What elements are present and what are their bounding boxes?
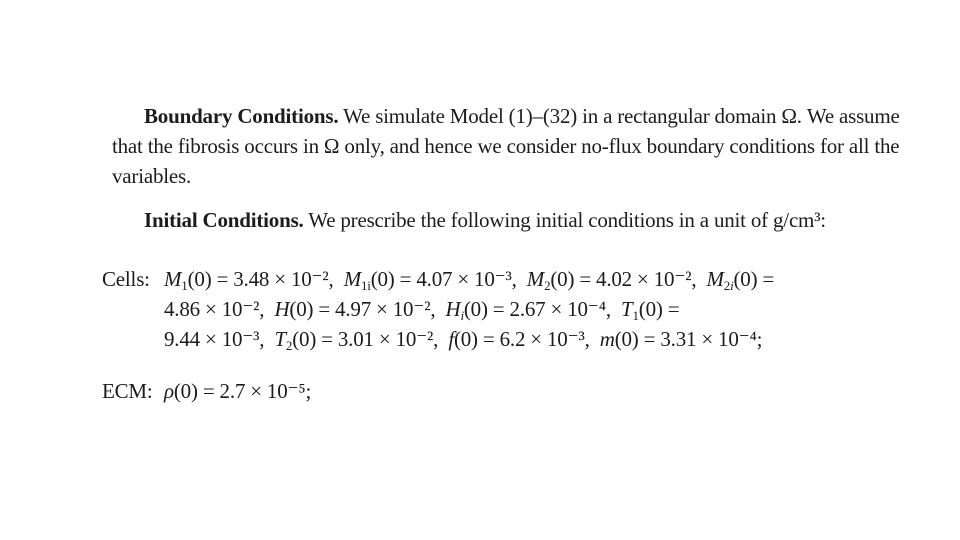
ecm-label: ECM: (102, 379, 153, 403)
cells-line-1: Cells: $M_1(0) = 3.48 \times 10^{-2}$, $M_{1i}(0) = 4.07 \times 10^{-3}$, $M_2(0) = 4.02 \times 10^{-2}$, $M_{2i}(0)$ = (102, 264, 922, 294)
initial-conditions-paragraph (112, 205, 912, 235)
cells-initial-values (102, 264, 922, 354)
boundary-conditions-paragraph (112, 101, 912, 191)
m2i-value: 4.86 × 10⁻² (164, 297, 260, 321)
initial-conditions-text: We prescribe the following initial conditions in a unit of g/cm³: (308, 208, 826, 232)
ecm-initial-values: ECM: ρ(0) = 2.7 × 10⁻⁵; (102, 376, 922, 406)
cells-line-2: 4.86 × 10⁻², H(0) = 4.97 × 10⁻², $H_i(0) = 2.67 \times 10^{-4}$, $T_1(0)$ = (164, 297, 680, 323)
m1i-value: 4.07 × 10⁻³ (416, 267, 512, 291)
rho-value: 2.7 × 10⁻⁵ (219, 379, 306, 403)
h-value: 4.97 × 10⁻² (335, 297, 431, 321)
cells-label: Cells: (102, 267, 150, 291)
f-value: 6.2 × 10⁻³ (499, 327, 585, 351)
t1-value: 9.44 × 10⁻³ (164, 327, 260, 351)
t2-value: 3.01 × 10⁻² (337, 327, 434, 351)
m-value: 3.31 × 10⁻⁴ (660, 327, 757, 351)
cells-line-3: 9.44 × 10⁻³, $T_2(0) = 3.01 \times 10^{-2}$, f(0) = 6.2 × 10⁻³, m(0) = 3.31 × 10⁻⁴; (164, 327, 763, 353)
initial-conditions-heading: Initial Conditions. (144, 208, 304, 232)
boundary-conditions-text: We simulate Model (1)–(32) in a rectangular domain Ω. We assume that the fibrosis occurs in Ω only, and hence we consider no-flux boundary conditions for all the variables. (112, 104, 900, 188)
boundary-conditions-heading: Boundary Conditions. (144, 104, 339, 128)
hi-value: 2.67 × 10⁻⁴ (509, 297, 606, 321)
m1-value: 3.48 × 10⁻² (233, 267, 329, 291)
m2-value: 4.02 × 10⁻² (596, 267, 692, 291)
